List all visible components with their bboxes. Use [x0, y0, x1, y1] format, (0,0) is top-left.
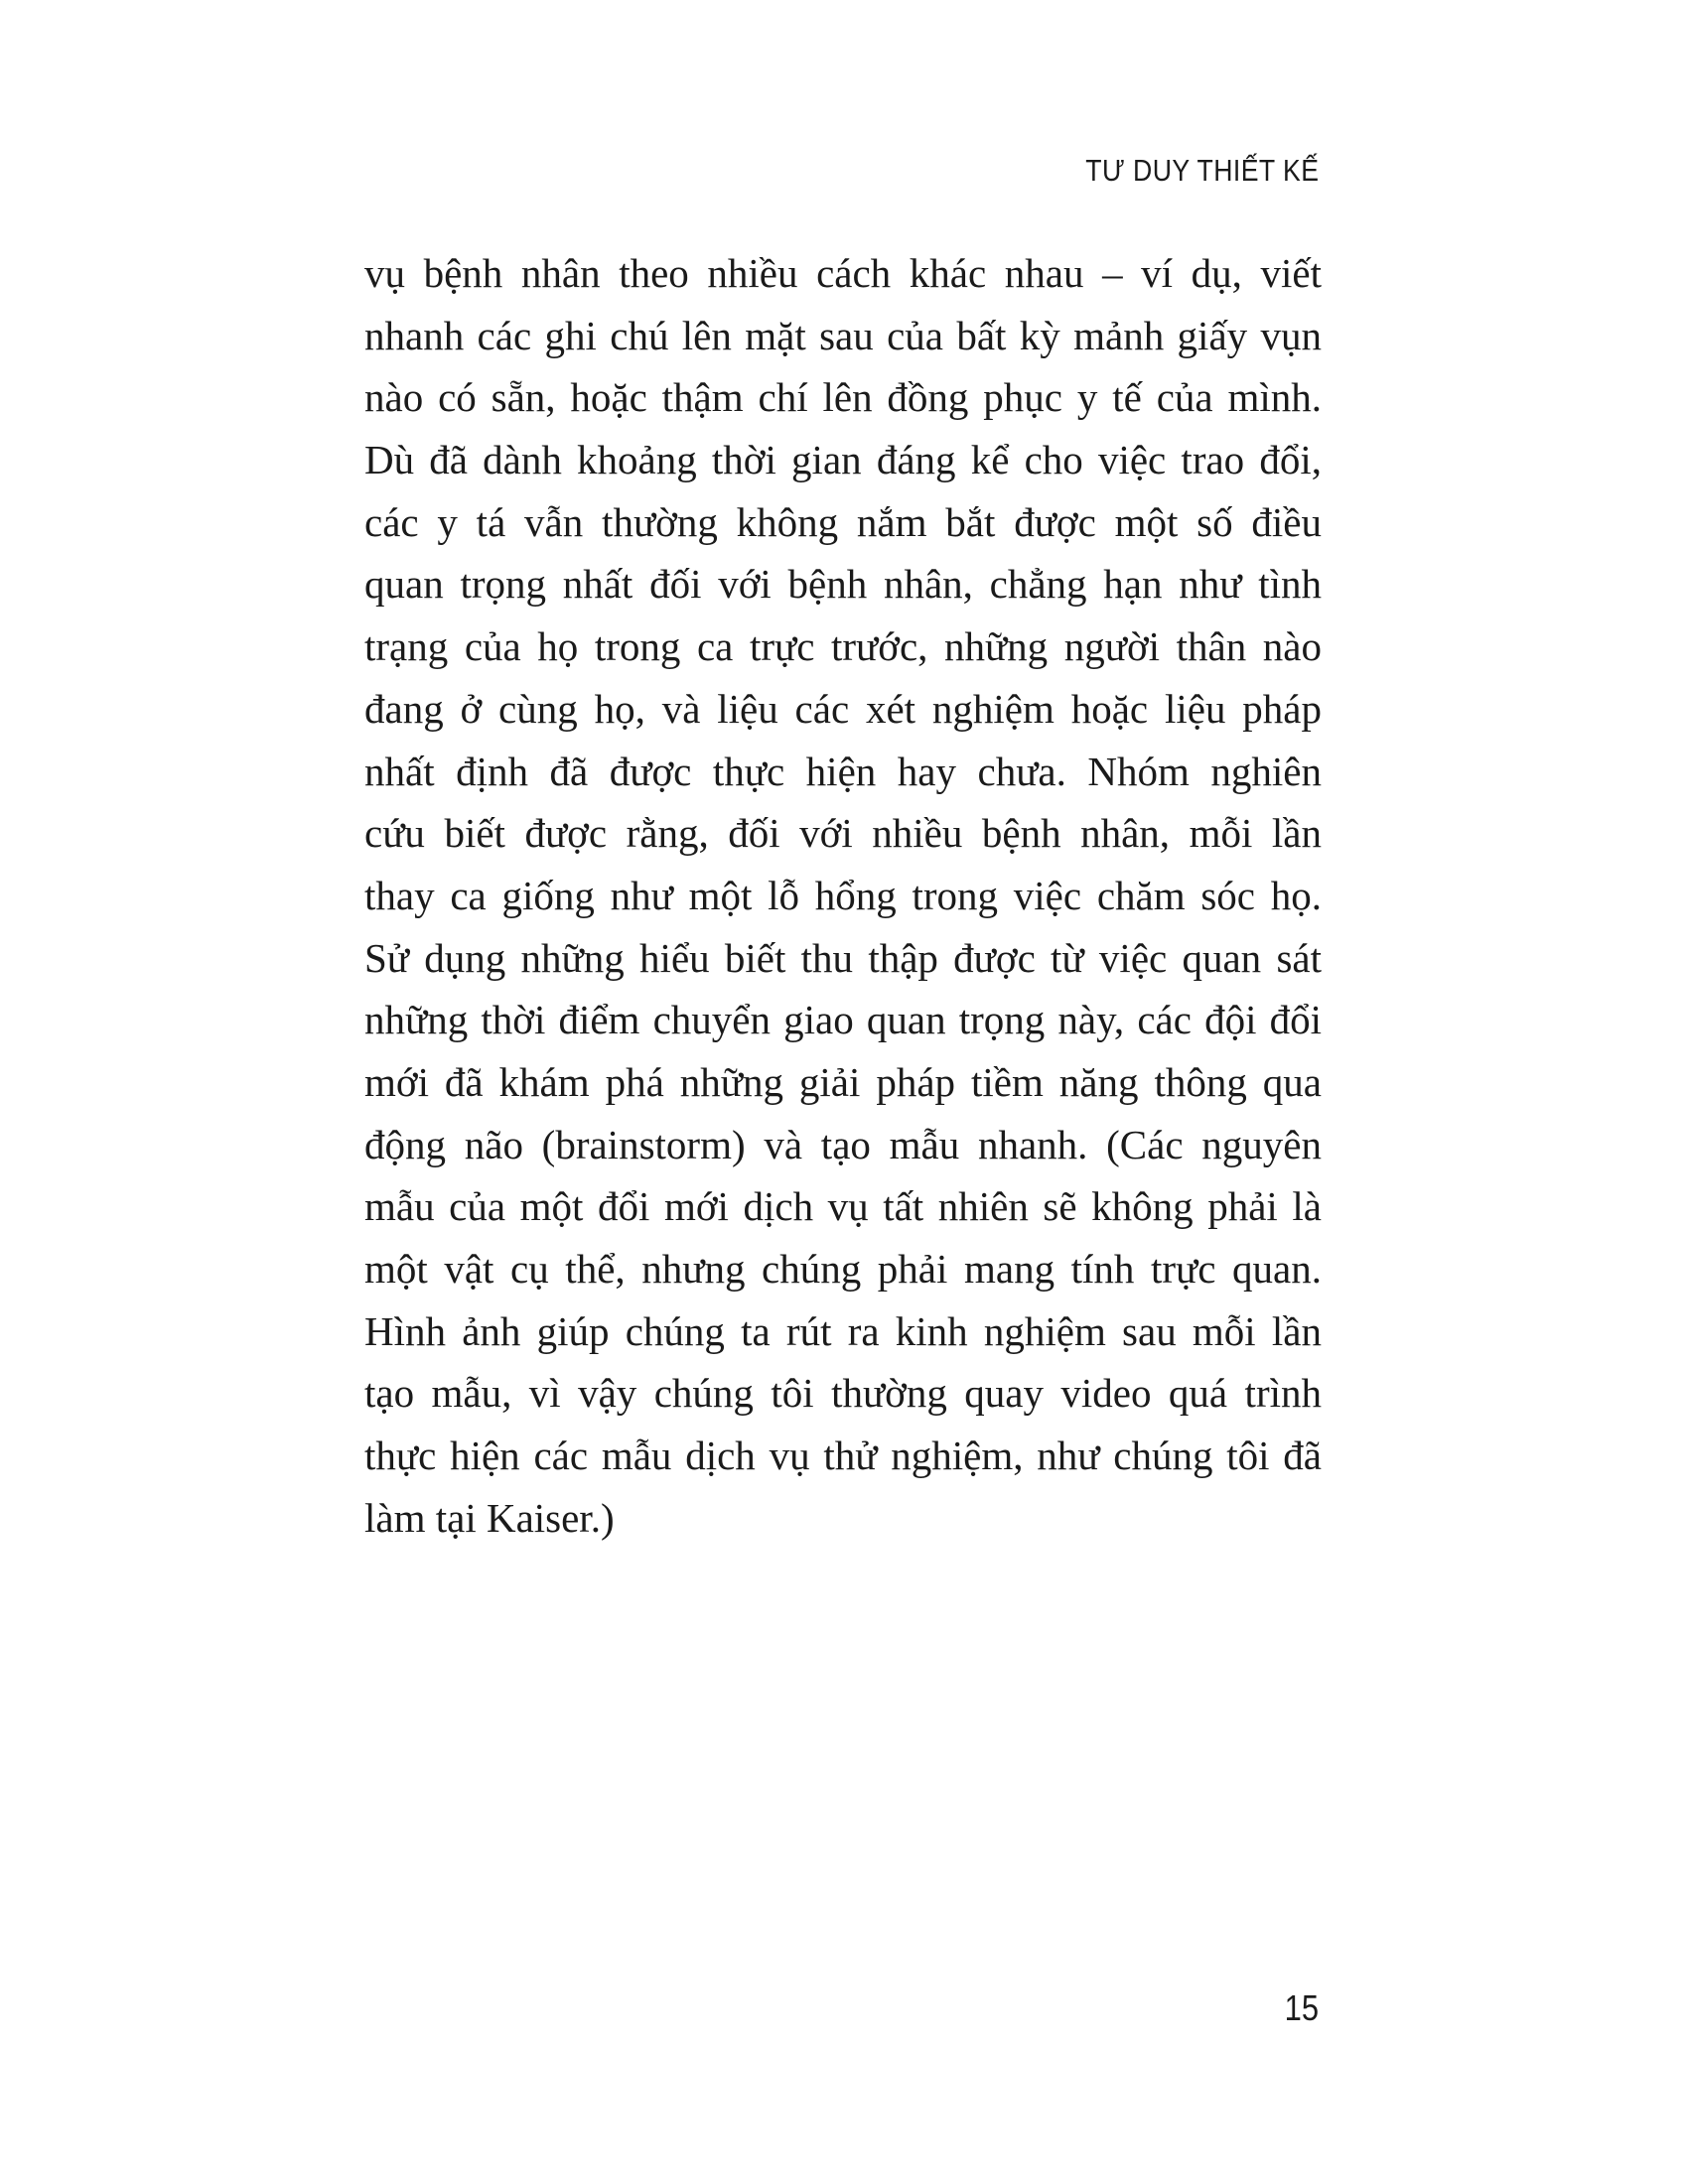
text-line: nào có sẵn, hoặc thậm chí lên đồng phục y tế của mình. — [364, 374, 1322, 421]
text-line: nhất định đã được thực hiện hay chưa. Nhóm nghiên — [364, 748, 1322, 794]
text-line: Dù đã dành khoảng thời gian đáng kể cho việc trao đổi, — [364, 437, 1322, 483]
text-line: thay ca giống như một lỗ hổng trong việc chăm sóc họ. — [364, 872, 1322, 918]
text-line: những thời điểm chuyển giao quan trọng này, các đội đổi — [364, 997, 1322, 1043]
body-paragraph — [364, 242, 1322, 1549]
text-line: trạng của họ trong ca trực trước, những người thân nào — [364, 623, 1322, 670]
text-line: nhanh các ghi chú lên mặt sau của bất kỳ mảnh giấy vụn — [364, 312, 1322, 358]
text-line: Sử dụng những hiểu biết thu thập được từ việc quan sát — [364, 934, 1322, 981]
text-line: một vật cụ thể, nhưng chúng phải mang tính trực quan. — [364, 1246, 1322, 1292]
text-line: động não (brainstorm) và tạo mẫu nhanh. (Các nguyên — [364, 1121, 1322, 1167]
text-line: tạo mẫu, vì vậy chúng tôi thường quay video quá trình — [364, 1370, 1322, 1417]
text-line: vụ bệnh nhân theo nhiều cách khác nhau – ví dụ, viết — [364, 250, 1322, 296]
text-line: thực hiện các mẫu dịch vụ thử nghiệm, như chúng tôi đã — [364, 1433, 1322, 1479]
running-header-title: TƯ DUY THIẾT KẾ — [1084, 153, 1319, 188]
text-line: cứu biết được rằng, đối với nhiều bệnh nhân, mỗi lần — [364, 810, 1322, 857]
text-line: mẫu của một đổi mới dịch vụ tất nhiên sẽ không phải là — [364, 1183, 1322, 1230]
text-line: các y tá vẫn thường không nắm bắt được một số điều — [364, 498, 1322, 545]
text-line: quan trọng nhất đối với bệnh nhân, chẳng hạn như tình — [364, 561, 1322, 608]
page-number: 15 — [1284, 1987, 1319, 2028]
text-line: đang ở cùng họ, và liệu các xét nghiệm hoặc liệu pháp — [364, 685, 1322, 732]
text-line: làm tại Kaiser.) — [364, 1494, 615, 1541]
text-line: mới đã khám phá những giải pháp tiềm năng thông qua — [364, 1058, 1322, 1105]
text-line: Hình ảnh giúp chúng ta rút ra kinh nghiệm sau mỗi lần — [364, 1307, 1322, 1354]
